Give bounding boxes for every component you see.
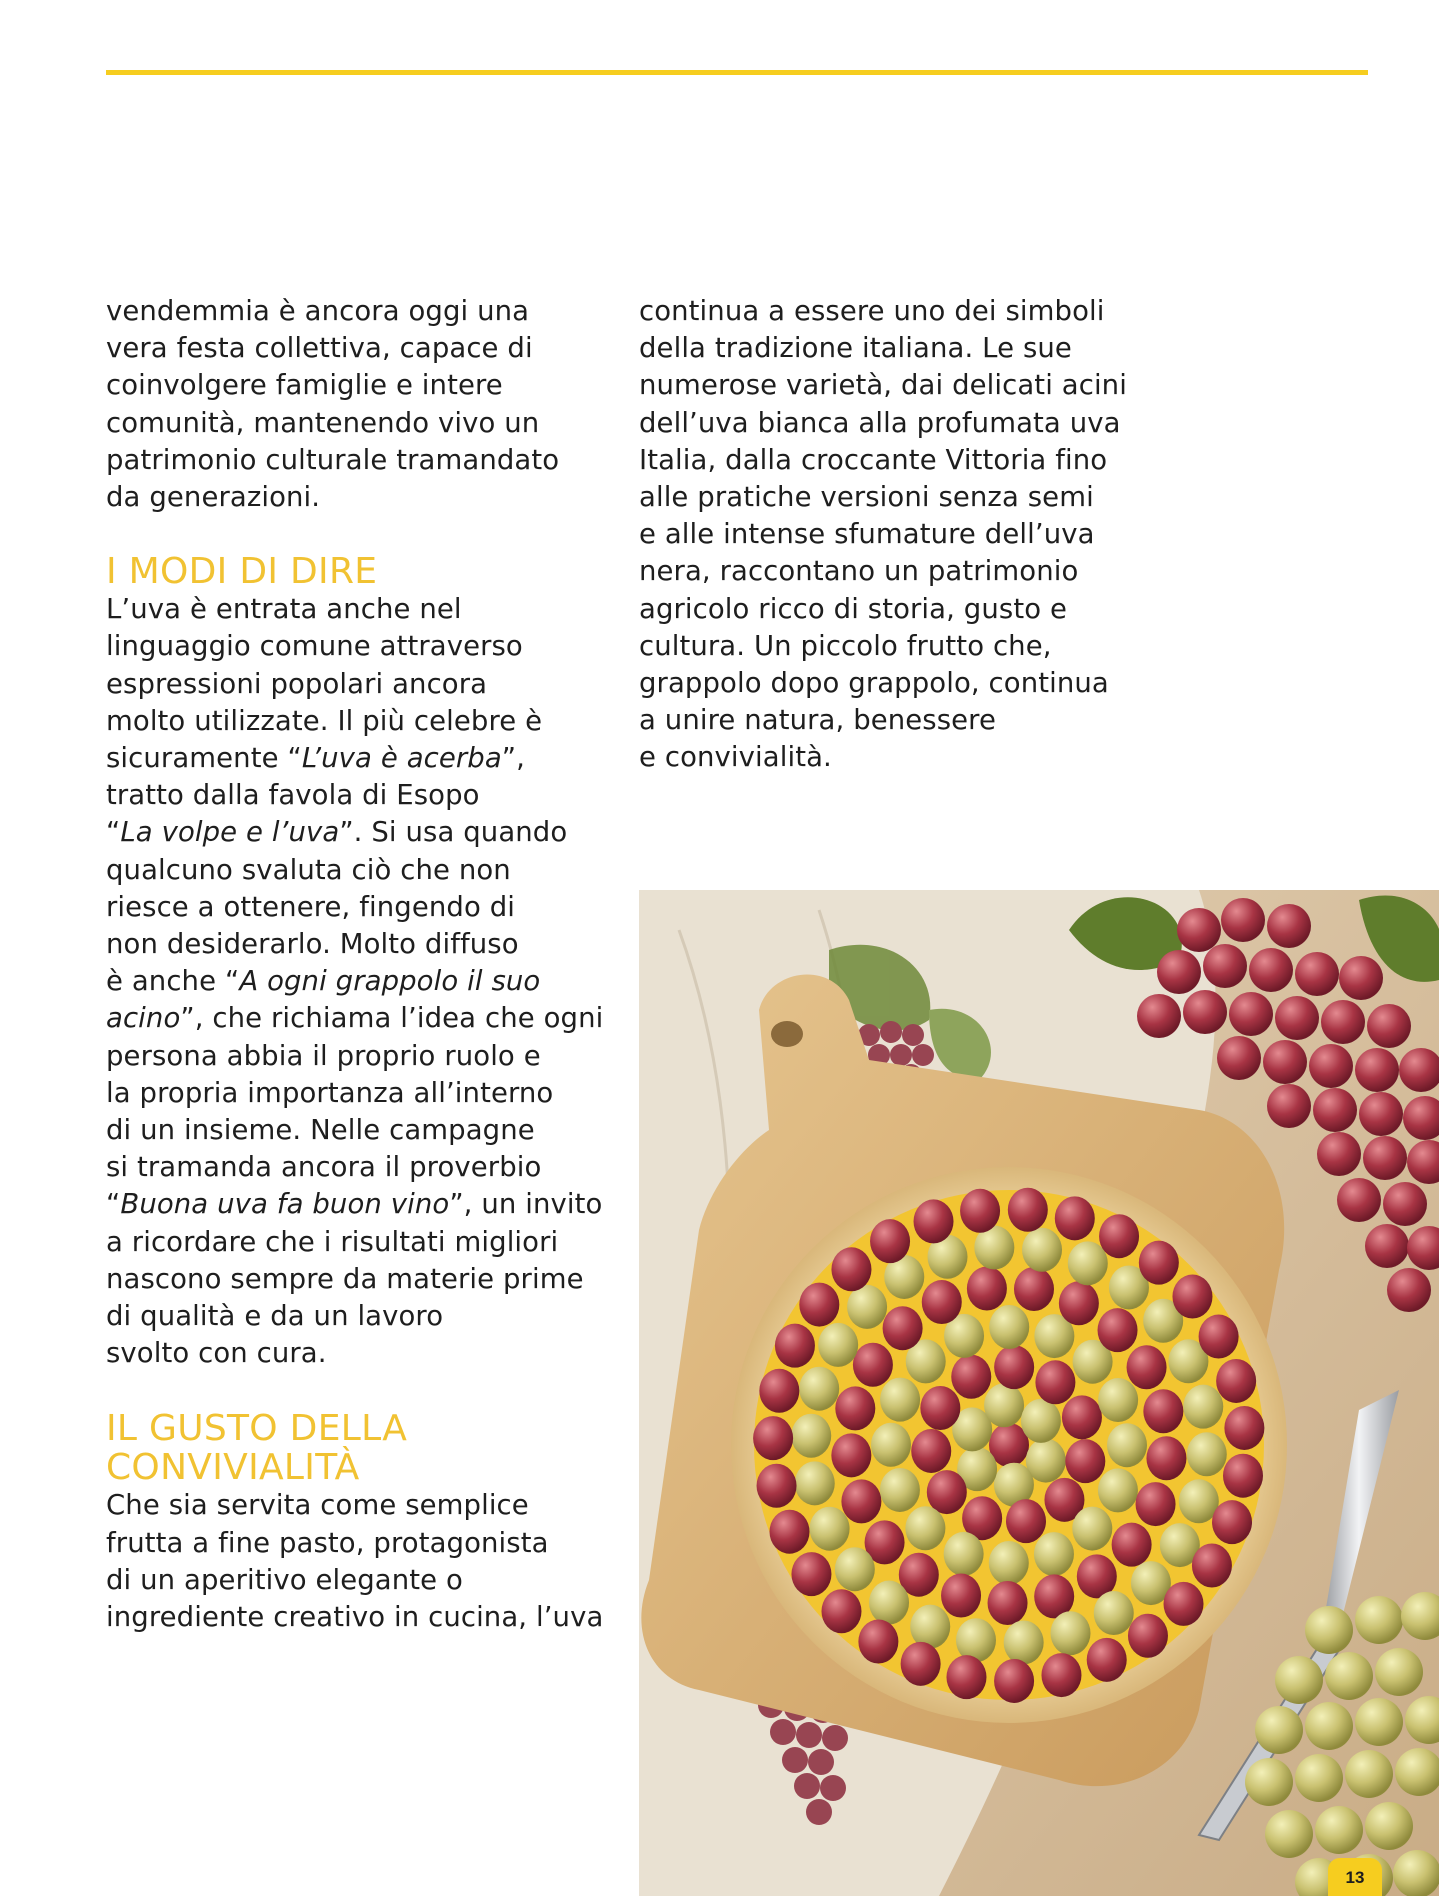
- grape: [883, 1306, 923, 1350]
- grape: [759, 1369, 799, 1413]
- grape: [1107, 1423, 1147, 1467]
- grape: [791, 1552, 831, 1596]
- text-line: svolto con cura.: [106, 1337, 327, 1370]
- convivialita-paragraph: [106, 1487, 606, 1636]
- grape: [994, 1345, 1034, 1389]
- modi-di-dire-paragraph: [106, 591, 606, 1372]
- text-line: nera, raccontano un patrimonio: [639, 555, 1079, 588]
- section-heading-modi-di-dire: I MODI DI DIRE: [106, 551, 378, 593]
- grape: [1021, 1399, 1061, 1443]
- grape: [1065, 1439, 1105, 1483]
- grape: [810, 1507, 850, 1551]
- saying-luva-e-acerba: L’uva è acerba: [301, 742, 502, 775]
- text-line: dell’uva bianca alla profumata uva: [639, 406, 1121, 439]
- grape: [989, 1305, 1029, 1349]
- section-heading-gusto-convivialita: [106, 1409, 606, 1487]
- grape: [1050, 1611, 1090, 1655]
- text-run: “: [106, 816, 121, 849]
- grape: [1224, 1406, 1264, 1450]
- text-line: qualcuno svaluta ciò che non: [106, 853, 511, 886]
- grape: [835, 1386, 875, 1430]
- grape: [1112, 1523, 1152, 1567]
- text-run: sicuramente “: [106, 742, 302, 775]
- grape: [1199, 1315, 1239, 1359]
- grape: [960, 1189, 1000, 1233]
- grape: [1223, 1454, 1263, 1498]
- grape: [1014, 1267, 1054, 1311]
- text-line: a ricordare che i risultati migliori: [106, 1225, 559, 1258]
- grape: [941, 1574, 981, 1618]
- text-line: cultura. Un piccolo frutto che,: [639, 629, 1052, 662]
- text-line: [106, 740, 606, 777]
- grape: [920, 1386, 960, 1430]
- grape: [880, 1378, 920, 1422]
- grape: [1087, 1638, 1127, 1682]
- grape: [1128, 1614, 1168, 1658]
- grape: [988, 1581, 1028, 1625]
- grape: [821, 1589, 861, 1633]
- grape: [910, 1605, 950, 1649]
- grape: [1139, 1241, 1179, 1285]
- text-line: grappolo dopo grappolo, continua: [639, 667, 1109, 700]
- page-number-badge: [1328, 1858, 1382, 1896]
- grape: [870, 1219, 910, 1263]
- grape: [1059, 1281, 1099, 1325]
- grape: [901, 1642, 941, 1686]
- grape: [1055, 1196, 1095, 1240]
- grape: [770, 1510, 810, 1554]
- text-line: Italia, dalla croccante Vittoria fino: [639, 443, 1108, 476]
- grape: [753, 1416, 793, 1460]
- grape: [1062, 1395, 1102, 1439]
- grape: [871, 1423, 911, 1467]
- text-line: coinvolgere famiglie e intere: [106, 369, 503, 402]
- text-run: ”,: [501, 742, 525, 775]
- text-run: ”, un invito: [449, 1188, 603, 1221]
- text-line: e convivialità.: [639, 741, 832, 774]
- text-run: “: [106, 1188, 121, 1221]
- grape: [1192, 1543, 1232, 1587]
- fable-title: La volpe e l’uva: [120, 816, 340, 849]
- text-line: da generazioni.: [106, 481, 321, 514]
- text-line: Che sia servita come semplice: [106, 1489, 529, 1522]
- page-number: 13: [1345, 1868, 1365, 1887]
- grape: [835, 1547, 875, 1591]
- text-line: comunità, mantenendo vivo un: [106, 406, 540, 439]
- heading-line: CONVIVIALITÀ: [106, 1447, 360, 1489]
- grape: [831, 1433, 871, 1477]
- grape: [1034, 1532, 1074, 1576]
- grape: [869, 1581, 909, 1625]
- text-run: ”. Si usa quando: [339, 816, 568, 849]
- grape: [775, 1324, 815, 1368]
- grape: [905, 1506, 945, 1550]
- grape: [757, 1464, 797, 1508]
- text-line: agricolo ricco di storia, gusto e: [639, 592, 1067, 625]
- intro-paragraph: [106, 293, 606, 516]
- grape: [1094, 1591, 1134, 1635]
- text-line: espressioni popolari ancora: [106, 667, 488, 700]
- grape-tart-illustration: [639, 890, 1439, 1896]
- text-line: linguaggio comune attraverso: [106, 630, 523, 663]
- grape: [799, 1367, 839, 1411]
- grape: [946, 1655, 986, 1699]
- text-line: la propria importanza all’interno: [106, 1076, 554, 1109]
- grape: [956, 1618, 996, 1662]
- grape: [984, 1383, 1024, 1427]
- grape: [994, 1659, 1034, 1703]
- top-accent-rule: [106, 70, 1368, 75]
- text-line: a unire natura, benessere: [639, 704, 997, 737]
- text-line: [106, 1186, 606, 1223]
- text-line: della tradizione italiana. Le sue: [639, 332, 1072, 365]
- grape: [1136, 1482, 1176, 1526]
- text-line: tratto dalla favola di Esopo: [106, 779, 480, 812]
- text-line: patrimonio culturale tramandato: [106, 443, 560, 476]
- grape: [927, 1470, 967, 1514]
- grape: [853, 1343, 893, 1387]
- grape: [847, 1285, 887, 1329]
- text-line: numerose varietà, dai delicati acini: [639, 369, 1127, 402]
- text-line: [106, 963, 606, 1000]
- right-text-column: [639, 293, 1159, 777]
- text-line: continua a essere uno dei simboli: [639, 295, 1105, 327]
- grape: [1098, 1468, 1138, 1512]
- text-line: e alle intense sfumature dell’uva: [639, 518, 1095, 551]
- grape: [1035, 1360, 1075, 1404]
- grape: [1008, 1188, 1048, 1232]
- grape: [1099, 1214, 1139, 1258]
- grape: [1098, 1378, 1138, 1422]
- grape: [795, 1461, 835, 1505]
- grape: [831, 1247, 871, 1291]
- grape: [1127, 1345, 1167, 1389]
- heading-line: IL GUSTO DELLA: [106, 1408, 408, 1450]
- grape-tart-photo: [639, 890, 1439, 1896]
- text-line: si tramanda ancora il proverbio: [106, 1151, 542, 1184]
- grape: [1164, 1582, 1204, 1626]
- text-line: alle pratiche versioni senza semi: [639, 481, 1094, 514]
- grape: [1146, 1436, 1186, 1480]
- grape: [1172, 1275, 1212, 1319]
- grape: [858, 1620, 898, 1664]
- grape: [1022, 1228, 1062, 1272]
- text-line: persona abbia il proprio ruolo e: [106, 1039, 541, 1072]
- text-line: riesce a ottenere, fingendo di: [106, 890, 516, 923]
- grape: [951, 1355, 991, 1399]
- text-line: vera festa collettiva, capace di: [106, 332, 533, 365]
- grape: [799, 1283, 839, 1327]
- grape: [1068, 1241, 1108, 1285]
- grape: [1098, 1308, 1138, 1352]
- grape: [1212, 1500, 1252, 1544]
- grape: [989, 1541, 1029, 1585]
- text-line: [106, 1000, 606, 1037]
- grape: [1187, 1432, 1227, 1476]
- grape: [922, 1280, 962, 1324]
- saying-buona-uva: Buona uva fa buon vino: [120, 1188, 450, 1221]
- text-line: di un aperitivo elegante o: [106, 1563, 463, 1596]
- grape: [841, 1479, 881, 1523]
- grape: [944, 1532, 984, 1576]
- grape: [1006, 1499, 1046, 1543]
- grape: [791, 1414, 831, 1458]
- grape: [880, 1468, 920, 1512]
- text-line: molto utilizzate. Il più celebre è: [106, 704, 543, 737]
- text-line: L’uva è entrata anche nel: [106, 593, 462, 626]
- grape: [1143, 1389, 1183, 1433]
- text-line: vendemmia è ancora oggi una: [106, 295, 530, 327]
- grape: [967, 1267, 1007, 1311]
- saying-grappolo-part2: acino: [106, 1002, 181, 1035]
- grape: [914, 1199, 954, 1243]
- grape: [1072, 1507, 1112, 1551]
- text-line: di qualità e da un lavoro: [106, 1300, 444, 1333]
- text-line: non desiderarlo. Molto diffuso: [106, 928, 519, 961]
- continuation-paragraph: [639, 293, 1159, 777]
- grape: [1004, 1620, 1044, 1664]
- text-line: [106, 814, 606, 851]
- text-run: ”, che richiama l’idea che ogni: [180, 1002, 604, 1035]
- saying-grappolo-part1: A ogni grappolo il suo: [239, 965, 541, 998]
- grape: [1041, 1653, 1081, 1697]
- text-line: ingrediente creativo in cucina, l’uva: [106, 1601, 604, 1634]
- grape: [911, 1429, 951, 1473]
- grape: [1216, 1359, 1256, 1403]
- text-line: frutta a fine pasto, protagonista: [106, 1526, 549, 1559]
- left-text-column: [106, 293, 606, 1636]
- text-line: nascono sempre da materie prime: [106, 1262, 584, 1295]
- grape: [1183, 1385, 1223, 1429]
- grape: [818, 1323, 858, 1367]
- text-line: di un insieme. Nelle campagne: [106, 1114, 535, 1147]
- text-run: è anche “: [106, 965, 240, 998]
